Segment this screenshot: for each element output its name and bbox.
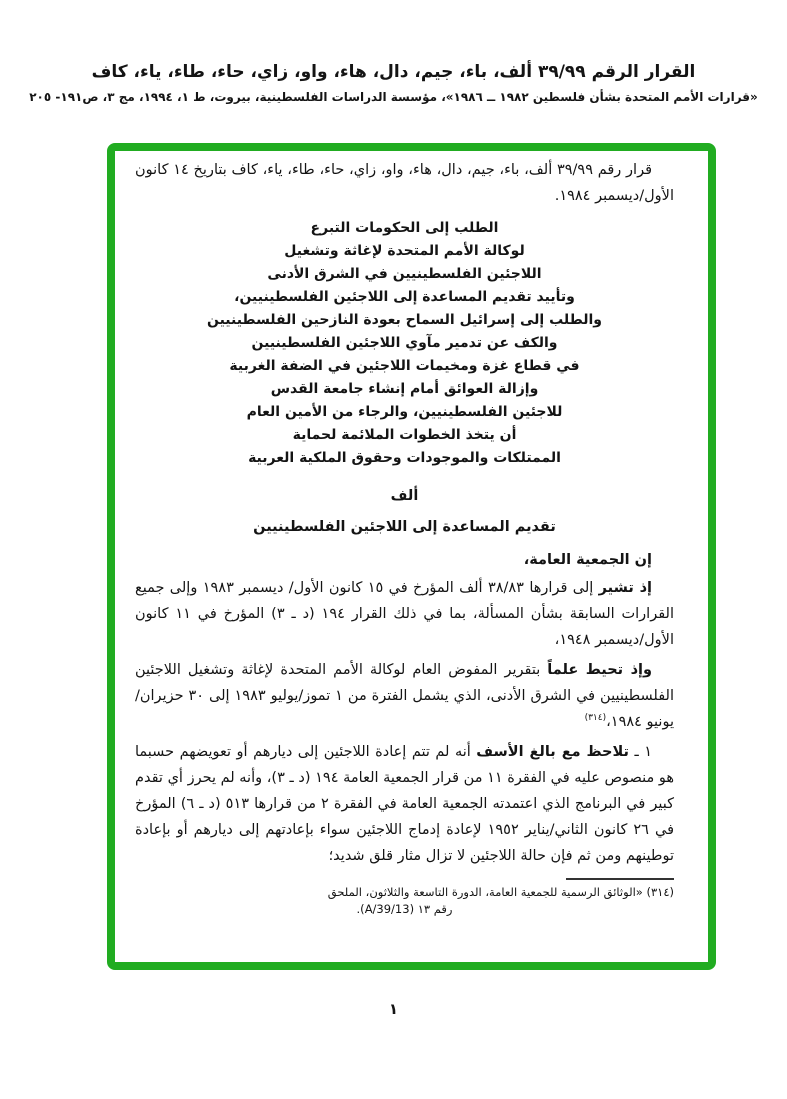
footnote-line-2: رقم ١٣ (A/39/13). (356, 902, 453, 916)
footnote-text: «الوثائق الرسمية للجمعية العامة، الدورة التاسعة والثلاثون، الملحق (327, 885, 643, 899)
section-letter: ألف (390, 488, 419, 504)
para-operative-1 (135, 739, 674, 869)
para-taking-note-lead: وإذ تحيط علماً (547, 662, 652, 678)
resolution-title-block (135, 217, 674, 470)
resolution-title-line: اللاجئين الفلسطينيين في الشرق الأدنى (267, 266, 542, 282)
footnote-reference: (٣١٤) (584, 713, 607, 724)
resolution-title-line: للاجئين الفلسطينيين، والرجاء من الأمين العام (246, 404, 563, 420)
para-recalling (135, 575, 674, 653)
page-number: ١ (388, 1000, 399, 1018)
source-citation: «قرارات الأمم المتحدة بشأن فلسطين ١٩٨٢ ــ ١٩٨٦»، مؤسسة الدراسات الفلسطينية، بيروت، ط ١، ١٩٩٤، مج ٣، ص١٩١- ٢٠٥ (29, 90, 758, 104)
resolution-header-title: القرار الرقم ٣٩/٩٩ ألف، باء، جيم، دال، هاء، واو، زاي، حاء، طاء، ياء، كاف (91, 62, 696, 82)
highlight-box (107, 143, 716, 970)
para-operative-1-lead: تلاحظ مع بالغ الأسف (476, 744, 629, 760)
section-title: تقديم المساعدة إلى اللاجئين الفلسطينيين (253, 519, 556, 535)
para-recalling-lead: إذ تشير (598, 580, 652, 596)
para-taking-note-text: بتقرير المفوض العام لوكالة الأمم المتحدة لإغاثة وتشغيل اللاجئين الفلسطينيين في الشرق الأدنى، الذي يشمل الفترة من ١ تموز/يوليو ١٩٨٣ إلى ٣٠ حزيران/يونيو ١٩٨٤، (135, 662, 674, 730)
resolution-title-line: أن يتخذ الخطوات الملائمة لحماية (292, 427, 517, 443)
resolution-title-line: في قطاع غزة ومخيمات اللاجئين في الضفة الغربية (229, 358, 580, 374)
footnote-marker: (٣١٤) (642, 885, 674, 899)
resolution-title-line: وإزالة العوائق أمام إنشاء جامعة القدس (270, 381, 539, 397)
para-recalling-text: إلى قرارها ٣٨/٨٣ ألف المؤرخ في ١٥ كانون الأول/ ديسمبر ١٩٨٣ وإلى جميع القرارات السابقة بشأن المسألة، بما في ذلك القرار ١٩٤ (د ـ ٣) المؤرخ في ١١ كانون الأول/ديسمبر ١٩٤٨، (135, 580, 674, 648)
resolution-title-line: والطلب إلى إسرائيل السماح بعودة النازحين الفلسطينيين (206, 312, 603, 328)
footnote-line-1 (135, 884, 674, 900)
footnote-separator (566, 878, 674, 880)
assembly-opening: إن الجمعية العامة، (523, 552, 652, 568)
resolution-title-line: وتأييد تقديم المساعدة إلى اللاجئين الفلسطينيين، (234, 289, 575, 305)
resolution-title-line: الممتلكات والموجودات وحقوق الملكية العربية (248, 450, 561, 466)
resolution-title-line: الطلب إلى الحكومات التبرع (310, 220, 499, 236)
resolution-title-line: لوكالة الأمم المتحدة لإغاثة وتشغيل (284, 243, 525, 259)
resolution-body (115, 151, 708, 962)
para-operative-1-number: ١ ـ (628, 744, 652, 760)
para-operative-1-text: أنه لم تتم إعادة اللاجئين إلى ديارهم أو تعويضهم حسبما هو منصوص عليه في الفقرة ١١ من قرار الجمعية العامة ١٩٤ (د ـ ٣)، وأنه لم يحرز أي تقدم كبير في البرنامج الذي اعتمدته الجمعية العامة في الفقرة ٢ من قرارها ٥١٣ (د ـ ٦) المؤرخ في ٢٦ كانون الثاني/يناير ١٩٥٢ لإعادة إدماج اللاجئين سواء بإعادتهم إلى ديارهم أو بإعادة توطينهم ومن ثم فإن حالة اللاجئين لا تزال مثار قلق شديد؛ (135, 744, 674, 864)
document-header (0, 62, 787, 104)
para-taking-note (135, 657, 674, 735)
resolution-intro: قرار رقم ٣٩/٩٩ ألف، باء، جيم، دال، هاء، واو، زاي، حاء، طاء، ياء، كاف بتاريخ ١٤ كانون الأول/ديسمبر ١٩٨٤. (135, 162, 674, 204)
resolution-title-line: والكف عن تدمير مآوي اللاجئين الفلسطينيين (251, 335, 558, 351)
